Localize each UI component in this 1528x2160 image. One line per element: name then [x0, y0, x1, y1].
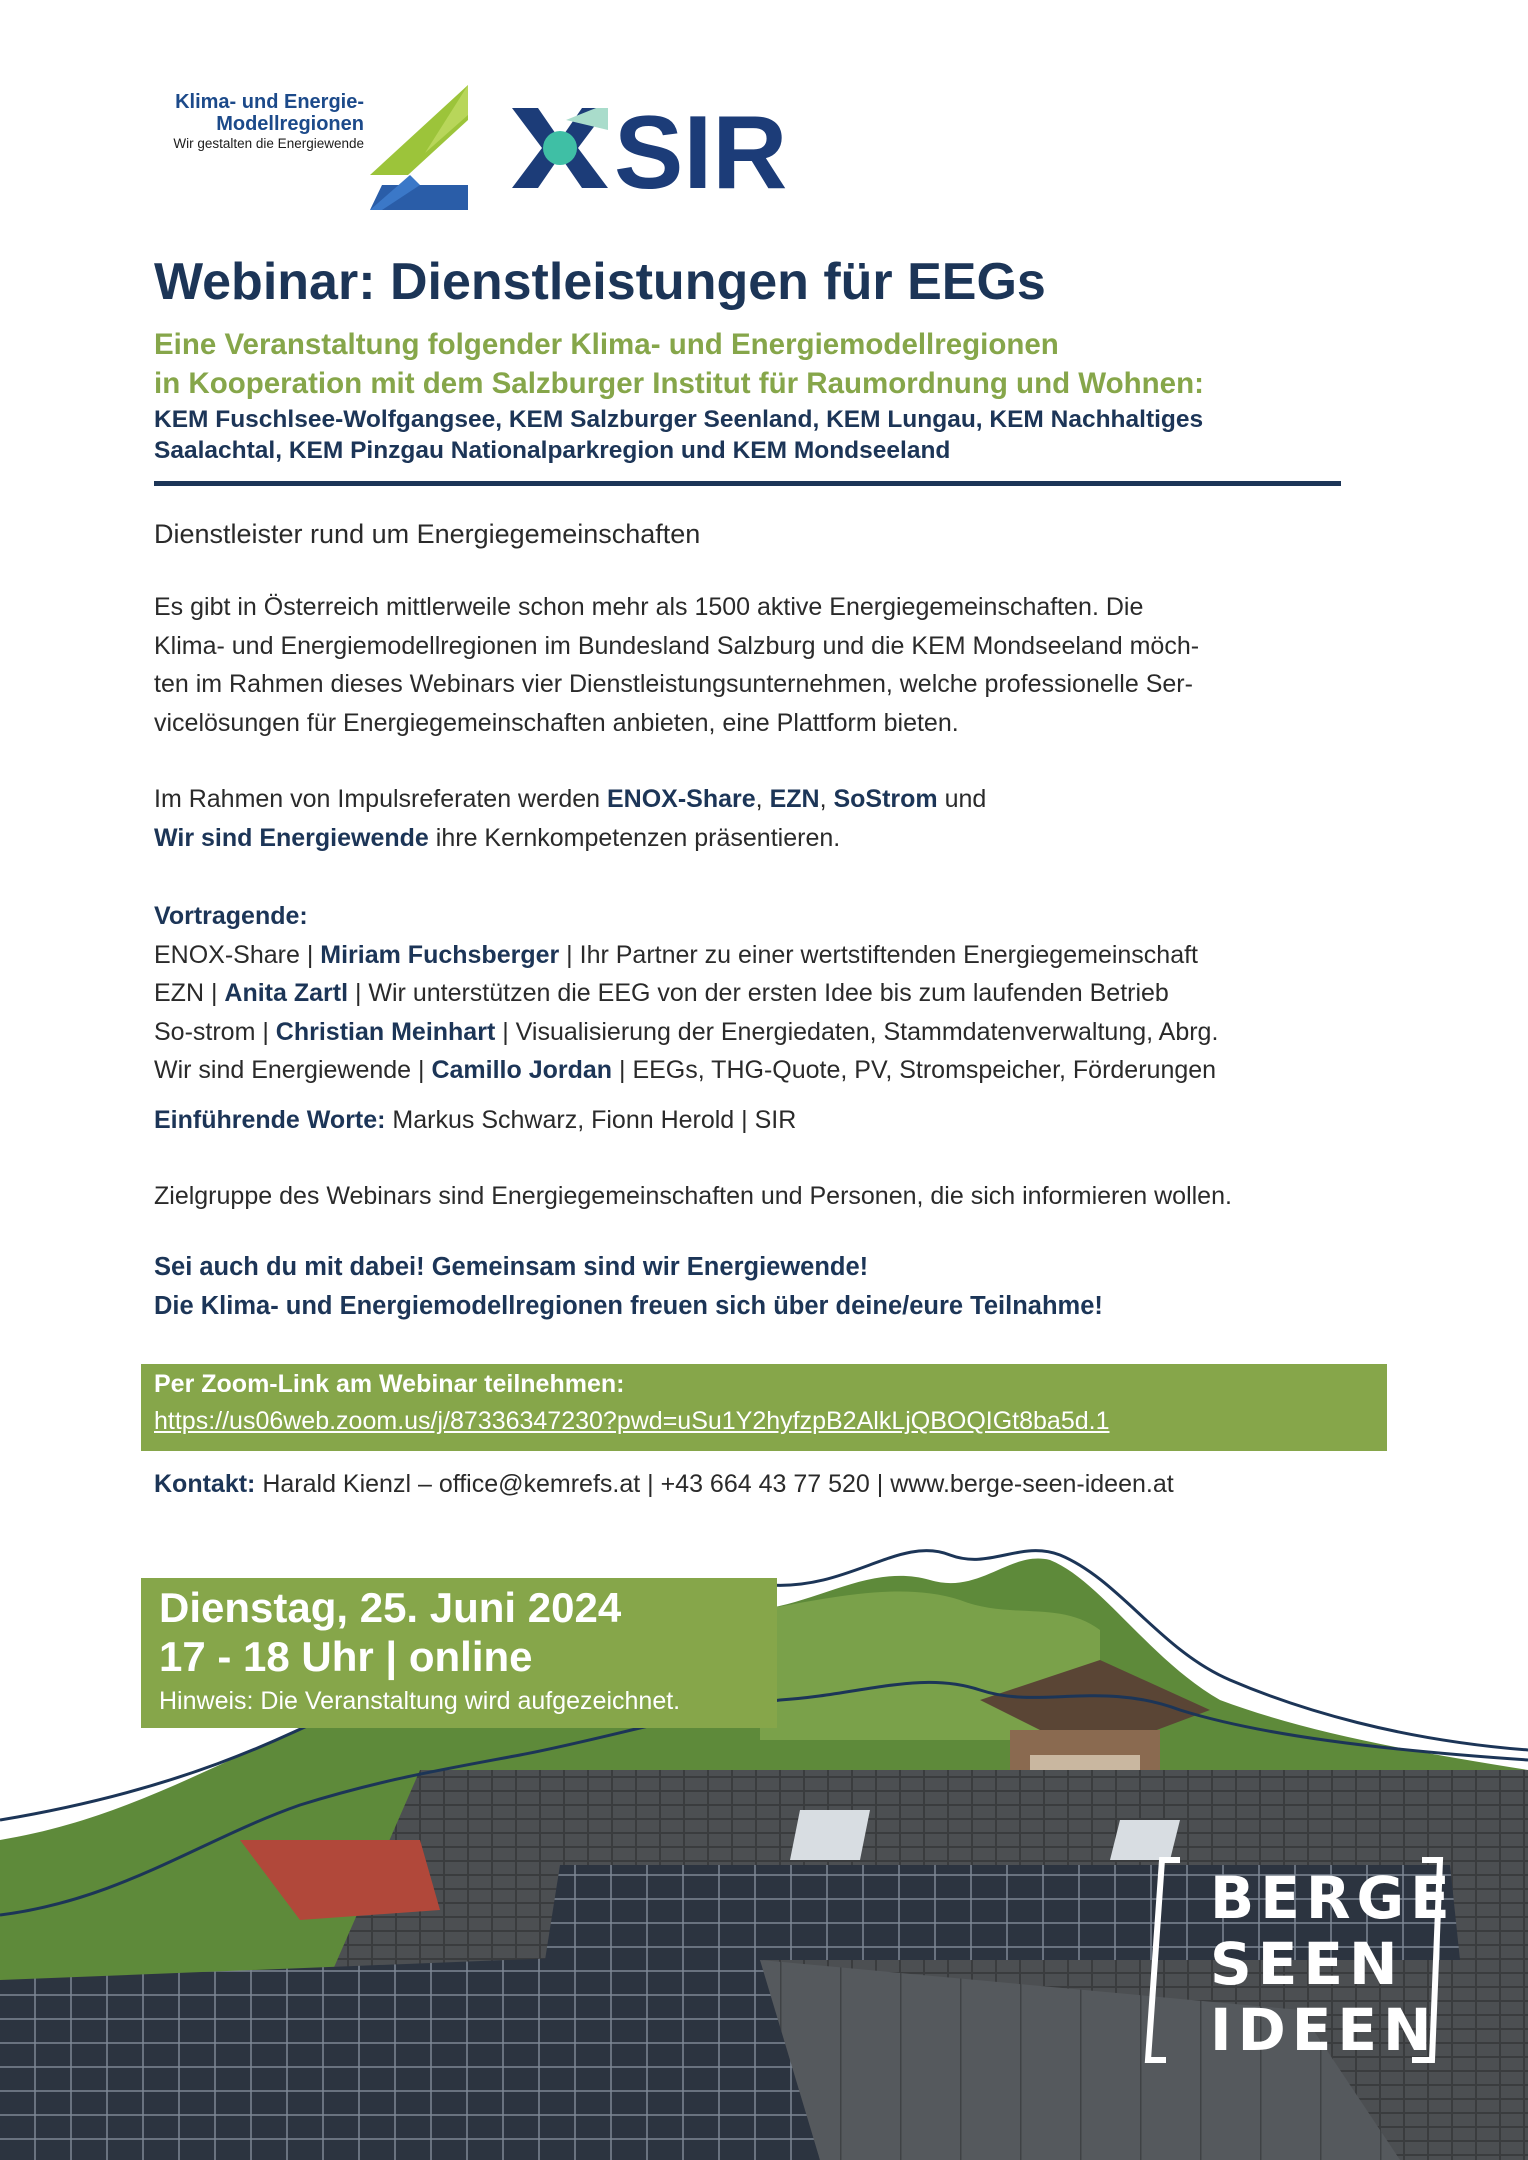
company-wir-sind-energiewende: Wir sind Energiewende [154, 823, 429, 852]
callout-line-2: Die Klima- und Energiemodellregionen freuen sich über deine/eure Teilnahme! [154, 1291, 1103, 1320]
subtitle-line-2: in Kooperation mit dem Salzburger Institut für Raumordnung und Wohnen: [154, 367, 1204, 400]
speaker-description: | EEGs, THG-Quote, PV, Stromspeicher, Förderungen [612, 1056, 1217, 1084]
kem-logo-line1: Klima- und Energie- [175, 91, 364, 113]
speaker-company: EZN | [154, 979, 225, 1007]
separator: , [819, 785, 834, 813]
contact-value[interactable]: Harald Kienzl – office@kemrefs.at | +43 664 43 77 520 | www.berge-seen-ideen.at [255, 1470, 1174, 1498]
speakers-heading: Vortragende: [154, 902, 308, 930]
zoom-label: Per Zoom-Link am Webinar teilnehmen: [154, 1370, 625, 1398]
speaker-description: | Visualisierung der Energiedaten, Stammdatenverwaltung, Abrg. [495, 1017, 1219, 1046]
kem-logo-mark [370, 85, 468, 210]
zoom-box [141, 1364, 1387, 1451]
company-ezn: EZN [769, 785, 820, 813]
sir-wordmark: SIR [614, 100, 788, 196]
intro-line: Es gibt in Österreich mittlerweile schon mehr als 1500 aktive Energiegemeinschaften. Die [154, 593, 1144, 621]
intro-words-value: Markus Schwarz, Fionn Herold | SIR [385, 1106, 797, 1134]
event-date-box [141, 1578, 777, 1728]
speaker-name: Anita Zartl [224, 979, 349, 1007]
intro-line: Klima- und Energiemodellregionen im Bundesland Salzburg und die KEM Mondseeland möch- [154, 631, 1200, 660]
speaker-company: ENOX-Share | [154, 940, 321, 969]
sir-logo [512, 100, 792, 196]
kem-logo-tagline: Wir gestalten die Energiewende [173, 136, 364, 152]
page-title: Webinar: Dienstleistungen für EEGs [154, 253, 1046, 311]
kem-logo-text [152, 92, 364, 152]
logo-word-2: SEEN [1210, 1930, 1404, 1998]
subtitle [154, 325, 1204, 403]
intro-line: ten im Rahmen dieses Webinars vier Dienstleistungsunternehmen, welche professionelle Ser- [154, 670, 1193, 698]
speakers-section [154, 897, 1414, 1090]
logo-word-3: IDEEN [1210, 1996, 1438, 2064]
separator: und [937, 785, 987, 813]
contact-label: Kontakt: [154, 1470, 256, 1498]
speaker-row [154, 1051, 1414, 1090]
company-sostrom: SoStrom [833, 785, 938, 813]
intro-line: vicelösungen für Energiegemeinschaften anbieten, eine Plattform bieten. [154, 708, 959, 737]
callout-line-1: Sei auch du mit dabei! Gemeinsam sind wir Energiewende! [154, 1253, 869, 1281]
event-time: 17 - 18 Uhr | online [159, 1633, 533, 1680]
impulse-suffix: ihre Kernkompetenzen präsentieren. [428, 823, 841, 852]
event-date: Dienstag, 25. Juni 2024 [159, 1584, 622, 1631]
logo-word-1: BERGE [1210, 1864, 1456, 1932]
speaker-description: | Wir unterstützen die EEG von der ersten Idee bis zum laufenden Betrieb [348, 979, 1169, 1007]
separator: , [755, 785, 770, 813]
callout [154, 1248, 1103, 1325]
kem-list-line-1: KEM Fuschlsee-Wolfgangsee, KEM Salzburger Seenland, KEM Lungau, KEM Nachhaltiges [154, 406, 1204, 433]
speaker-name: Christian Meinhart [275, 1017, 496, 1046]
intro-words-label: Einführende Worte: [154, 1106, 386, 1134]
speaker-row [154, 974, 1414, 1013]
impulse-prefix: Im Rahmen von Impulsreferaten werden [154, 785, 607, 813]
zoom-link[interactable]: https://us06web.zoom.us/j/87336347230?pwd=uSu1Y2hyfzpB2AlkLjQBOQIGt8ba5d.1 [154, 1407, 1110, 1435]
kem-region-list [154, 404, 1384, 466]
speaker-description: | Ihr Partner zu einer wertstiftenden Energiegemeinschaft [559, 940, 1199, 969]
target-audience: Zielgruppe des Webinars sind Energiegemeinschaften und Personen, die sich informieren wollen. [154, 1182, 1232, 1210]
speaker-name: Camillo Jordan [431, 1056, 613, 1084]
subtitle-line-1: Eine Veranstaltung folgender Klima- und Energiemodellregionen [154, 328, 1059, 361]
kem-logo-line2: Modellregionen [216, 112, 364, 135]
impulse-paragraph [154, 780, 1394, 857]
kem-list-line-2: Saalachtal, KEM Pinzgau Nationalparkregion und KEM Mondseeland [154, 437, 951, 464]
recording-note: Hinweis: Die Veranstaltung wird aufgezeichnet. [159, 1687, 681, 1715]
divider [154, 481, 1341, 486]
speaker-row [154, 936, 1414, 975]
speaker-row [154, 1013, 1414, 1052]
speaker-name: Miriam Fuchsberger [320, 940, 560, 969]
berge-seen-ideen-logo [1140, 1850, 1460, 2075]
speaker-company: Wir sind Energiewende | [154, 1056, 432, 1084]
intro-words [154, 1101, 796, 1140]
lead-heading: Dienstleister rund um Energiegemeinschaften [154, 519, 701, 549]
intro-paragraph [154, 588, 1394, 742]
contact-line [154, 1465, 1174, 1504]
speaker-company: So-strom | [154, 1017, 276, 1046]
company-enox: ENOX-Share [607, 785, 756, 813]
